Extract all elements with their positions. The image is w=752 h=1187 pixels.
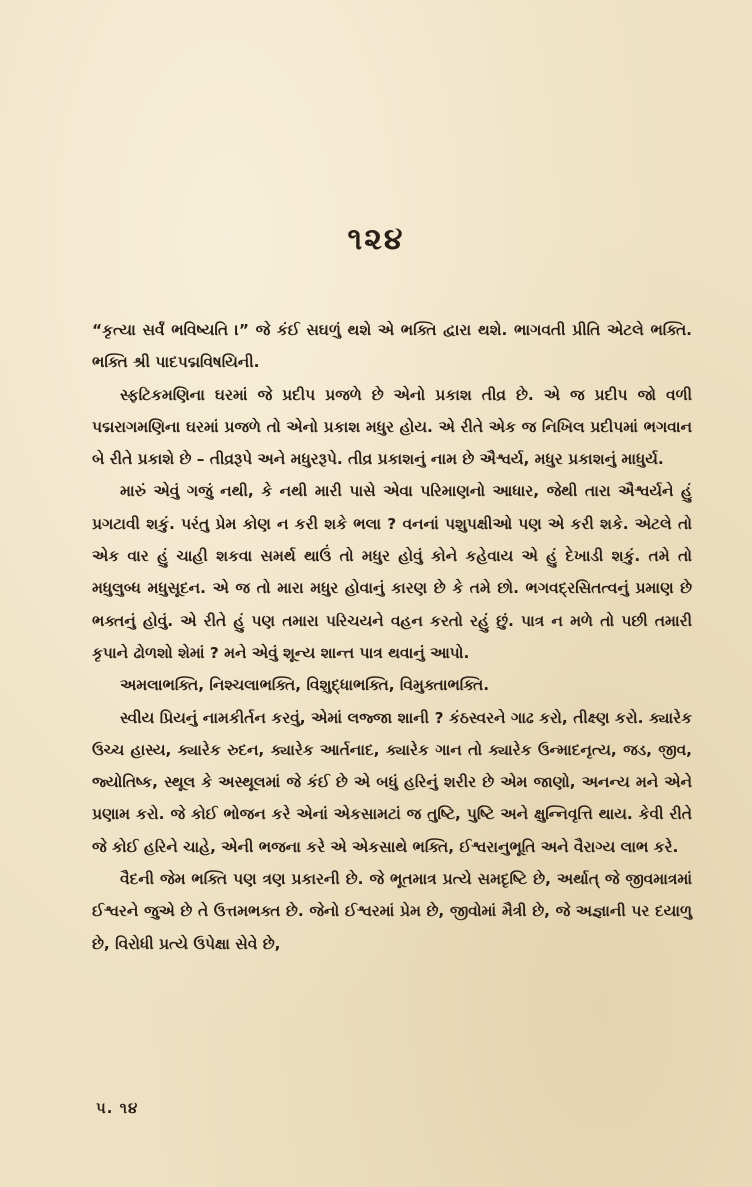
page-number: ૧૨૪: [347, 222, 405, 257]
paragraph-3: મારું એવું ગજું નથી, કે નથી મારી પાસે એવા પરિમાણનો આધાર, જેથી તારા ઐશ્વર્યને હું પ્રગટાવી શકું. પરંતુ પ્રેમ કોણ ન કરી શકે ભલા ? વનનાં પશુપક્ષીઓ પણ એ કરી શકે. એટલે તો એક વાર હું ચાહી શકવા સમર્થ થાઉં તો મધુર હોવું કોને કહેવાય એ હું દેખાડી શકું. તમે તો મધુલુબ્ધ મધુસૂદન. એ જ તો મારા મધુર હોવાનું કારણ છે કે તમે છો. ભગવદ્‌રસિતત્વનું પ્રમાણ છે ભક્તનું હોવું. એ રીતે હું પણ તમારા પરિચયને વહન કરતો રહું છું. પાત્ર ન મળે તો પછી તમારી કૃપાને ઢોળશો શેમાં ? મને એવું શૂન્ય શાન્ત પાત્ર થવાનું આપો.: [92, 482, 692, 662]
paragraph-4: અમલાભક્તિ, નિશ્ચલાભક્તિ, વિશુદ્ધાભક્તિ, વિમુક્તાભક્તિ.: [120, 676, 490, 695]
body-text: [92, 314, 692, 960]
paragraph-1: “કૃત્યા સર્વં ભવિષ્યતિ ।” જે કંઈ સઘળું થશે એ ભક્તિ દ્વારા થશે. ભાગવતી પ્રીતિ એટલે ભક્તિ. ભક્તિ શ્રી પાદપદ્મવિષયિની.: [92, 321, 692, 372]
paragraph-2: સ્ફટિકમણિના ઘરમાં જે પ્રદીપ પ્રજળે છે એનો પ્રકાશ તીવ્ર છે. એ જ પ્રદીપ જો વળી પદ્મરાગમણિના ઘરમાં પ્રજળે તો એનો પ્રકાશ મધુર હોય. એ રીતે એક જ નિખિલ પ્રદીપમાં ભગવાન બે રીતે પ્રકાશે છે – તીવ્રરૂપે અને મધુરરૂપે. તીવ્ર પ્રકાશનું નામ છે ઐશ્વર્ય, મધુર પ્રકાશનું માધુર્ય.: [92, 385, 692, 469]
paragraph-5: સ્વીય પ્રિયનું નામકીર્તન કરવું, એમાં લજ્જા શાની ? કંઠસ્વરને ગાઢ કરો, તીક્ષ્ણ કરો. ક્યારેક ઉચ્ચ હાસ્ય, ક્યારેક રુદન, ક્યારેક આર્તનાદ, ક્યારેક ગાન તો ક્યારેક ઉન્માદનૃત્ય, જડ, જીવ, જ્યોતિષ્ક, સ્થૂલ કે અસ્થૂલમાં જે કંઈ છે એ બધું હરિનું શરીર છે એમ જાણો, અનન્ય મને એને પ્રણામ કરો. જે કોઈ ભોજન કરે એનાં એકસામટાં જ તુષ્ટિ, પુષ્ટિ અને ક્ષુન્નિવૃત્તિ થાય. કેવી રીતે જે કોઈ હરિને ચાહે, એની ભજના કરે એ એકસાથે ભક્તિ, ઈશ્વરાનુભૂતિ અને વૈરાગ્ય લાભ કરે.: [92, 708, 692, 856]
paragraph-6: વૈદની જેમ ભક્તિ પણ ત્રણ પ્રકારની છે. જે ભૂતમાત્ર પ્રત્યે સમદૃષ્ટિ છે, અર્થાત્ જે જીવમાત્રમાં ઈશ્વરને જુએ છે તે ઉત્તમભક્ત છે. જેનો ઈશ્વરમાં પ્રેમ છે, જીવોમાં મૈત્રી છે, જે અજ્ઞાની પર દયાળુ છે, વિરોધી પ્રત્યે ઉપેક્ષા સેવે છે,: [92, 870, 692, 953]
signature-mark: પ. ૧૪: [96, 1099, 139, 1117]
